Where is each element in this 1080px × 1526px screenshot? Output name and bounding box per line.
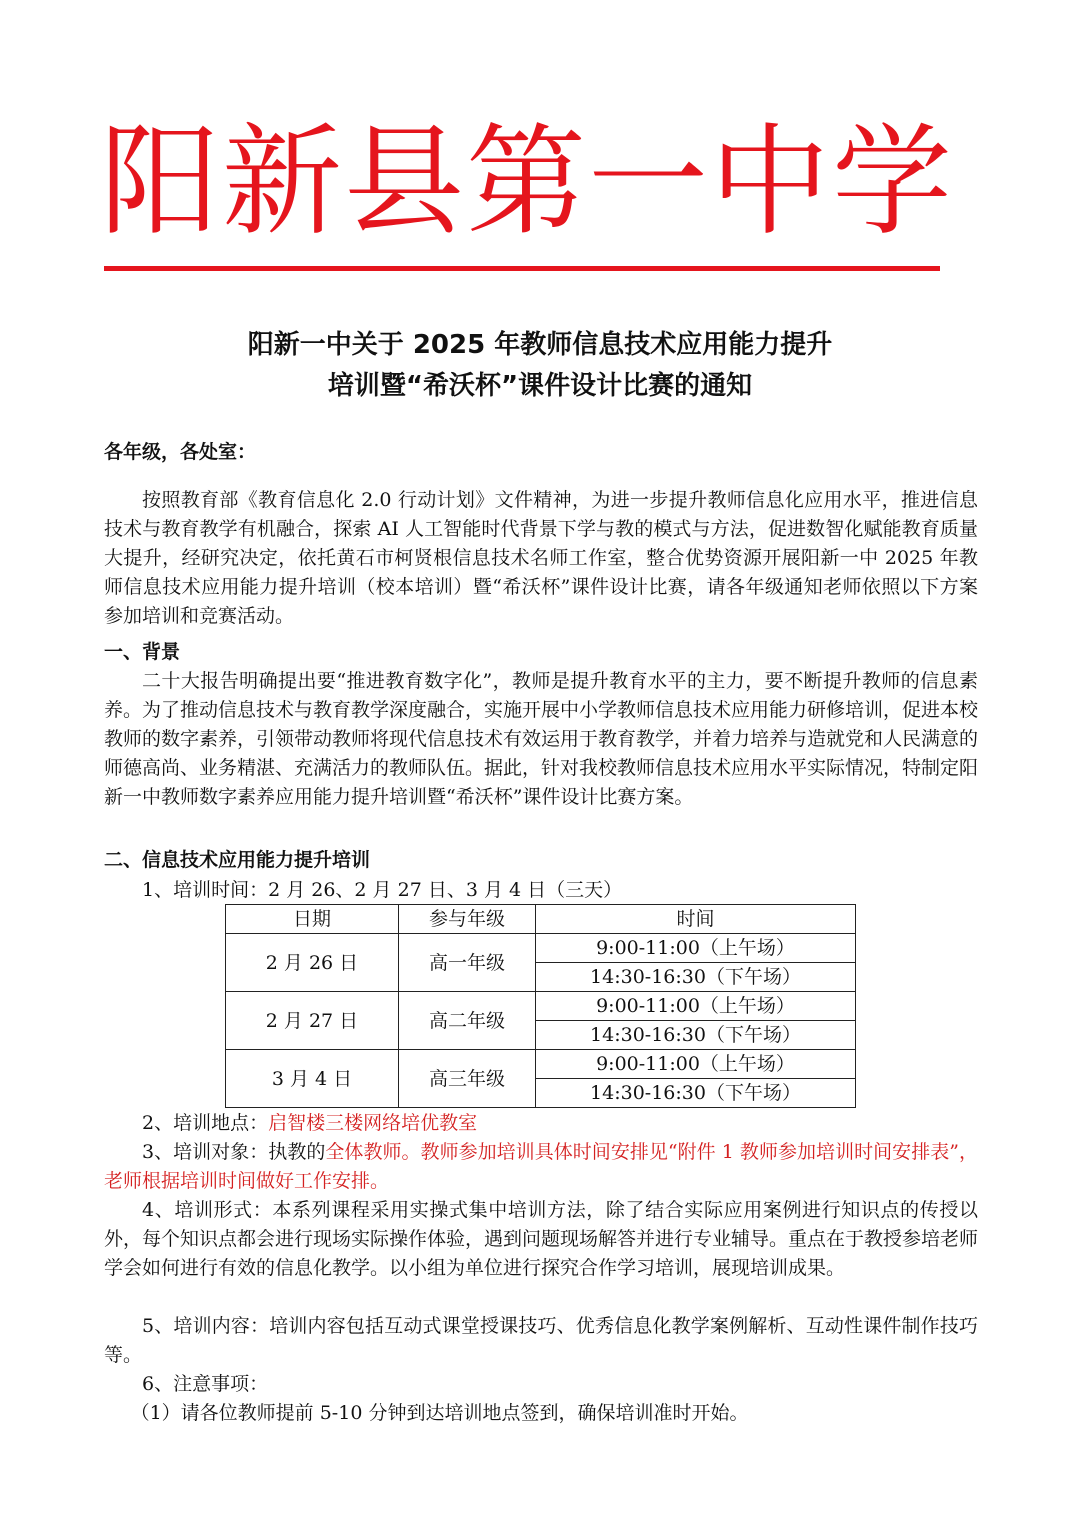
notice-title-line-1: 阳新一中关于 2025 年教师信息技术应用能力提升 bbox=[247, 330, 833, 360]
table-cell-date: 3 月 4 日 bbox=[226, 1050, 399, 1108]
table-cell-date: 2 月 26 日 bbox=[226, 934, 399, 992]
school-masthead: 阳新县第一中学 bbox=[100, 113, 954, 252]
table-cell-date: 2 月 27 日 bbox=[226, 992, 399, 1050]
table-row bbox=[226, 992, 856, 1021]
training-location-value: 启智楼三楼网络培优教室 bbox=[268, 1112, 478, 1134]
training-time-line: 1、培训时间：2 月 26、2 月 27 日、3 月 4 日（三天） bbox=[142, 879, 623, 901]
training-content-paragraph: 5、培训内容：培训内容包括互动式课堂授课技巧、优秀信息化教学案例解析、互动性课件制作技巧等。 bbox=[104, 1315, 978, 1366]
masthead-red-rule bbox=[104, 266, 940, 271]
training-location-label: 2、培训地点： bbox=[142, 1112, 269, 1134]
training-target-label: 3、培训对象：执教的 bbox=[142, 1141, 326, 1163]
training-target-paragraph bbox=[104, 1138, 978, 1196]
section-heading-training: 二、信息技术应用能力提升培训 bbox=[104, 849, 371, 871]
table-cell-grade: 高二年级 bbox=[399, 992, 536, 1050]
table-header-grade: 参与年级 bbox=[399, 905, 536, 934]
table-cell-afternoon: 14:30-16:30（下午场） bbox=[536, 963, 856, 992]
table-header-row bbox=[226, 905, 856, 934]
training-target-value: 全体教师。教师参加培训具体时间安排见“附件 1 教师参加培训时间安排表”，老师根据培训时间做好工作安排。 bbox=[104, 1141, 978, 1192]
table-cell-morning: 9:00-11:00（上午场） bbox=[536, 934, 856, 963]
note-item-1: （1）请各位教师提前 5-10 分钟到达培训地点签到，确保培训准时开始。 bbox=[130, 1402, 749, 1424]
training-schedule-table bbox=[225, 904, 856, 1108]
background-paragraph: 二十大报告明确提出要“推进教育数字化”，教师是提升教育水平的主力，要不断提升教师的信息素养。为了推动信息技术与教育教学深度融合，实施开展中小学教师信息技术应用能力研修培训，促进本校教师的数字素养，引领带动教师将现代信息技术有效运用于教育教学，并着力培养与造就党和人民满意的师德高尚、业务精湛、充满活力的教师队伍。据此，针对我校教师信息技术应用水平实际情况，特制定阳新一中教师数字素养应用能力提升培训暨“希沃杯”课件设计比赛方案。 bbox=[104, 670, 979, 808]
table-cell-grade: 高三年级 bbox=[399, 1050, 536, 1108]
table-cell-morning: 9:00-11:00（上午场） bbox=[536, 992, 856, 1021]
training-form-paragraph: 4、培训形式：本系列课程采用实操式集中培训方法，除了结合实际应用案例进行知识点的传授以外，每个知识点都会进行现场实际操作体验，遇到问题现场解答并进行专业辅导。重点在于教授参培老师学会如何进行有效的信息化教学。以小组为单位进行探究合作学习培训，展现培训成果。 bbox=[104, 1199, 979, 1279]
table-header-time: 时间 bbox=[536, 905, 856, 934]
table-cell-afternoon: 14:30-16:30（下午场） bbox=[536, 1021, 856, 1050]
table-cell-grade: 高一年级 bbox=[399, 934, 536, 992]
section-heading-background: 一、背景 bbox=[104, 641, 181, 663]
table-header-date: 日期 bbox=[226, 905, 399, 934]
table-row bbox=[226, 934, 856, 963]
intro-paragraph: 按照教育部《教育信息化 2.0 行动计划》文件精神，为进一步提升教师信息化应用水平，推进信息技术与教育教学有机融合，探索 AI 人工智能时代背景下学与教的模式与方法，促进数智化赋能教育质量大提升，经研究决定，依托黄石市柯贤根信息技术名师工作室，整合优势资源开展阳新一中 2025 年教师信息技术应用能力提升培训（校本培训）暨“希沃杯”课件设计比赛，请各年级通知老师依照以下方案参加培训和竞赛活动。 bbox=[104, 489, 978, 627]
table-row bbox=[226, 1050, 856, 1079]
notice-title-line-2: 培训暨“希沃杯”课件设计比赛的通知 bbox=[327, 371, 753, 401]
table-cell-morning: 9:00-11:00（上午场） bbox=[536, 1050, 856, 1079]
salutation: 各年级，各处室： bbox=[104, 441, 257, 463]
table-cell-afternoon: 14:30-16:30（下午场） bbox=[536, 1079, 856, 1108]
notes-heading: 6、注意事项： bbox=[142, 1373, 269, 1395]
training-location-line bbox=[104, 1109, 978, 1138]
